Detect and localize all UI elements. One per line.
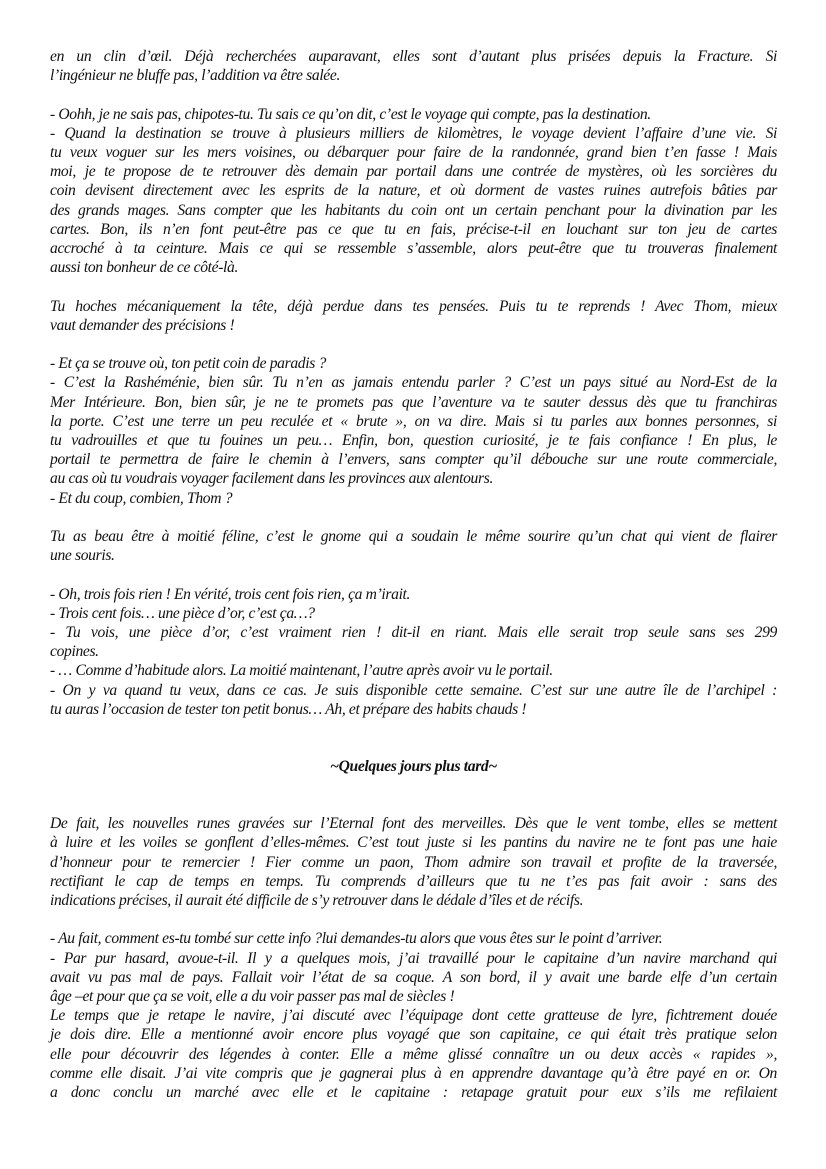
text-line: au cas où tu voudrais voyager facilement dans les provinces aux alentours. <box>50 470 493 488</box>
text-line: copines. <box>50 643 99 661</box>
paragraph <box>50 1006 777 1102</box>
text-line: Le temps que je retape le navire, j’ai discuté avec l’équipage dont cette gratteuse de lyre, fichtrement douée <box>50 1007 777 1025</box>
text-line: indications précises, il aurait été difficile de s’y retrouver dans le dédale d’îles et de récifs. <box>50 892 584 910</box>
paragraph <box>50 354 777 373</box>
paragraph <box>50 297 777 335</box>
text-line: Tu hoches mécaniquement la tête, déjà perdue dans tes pensées. Puis tu te reprends ! Avec Thom, mieux <box>50 297 777 315</box>
text-line: à luire et les voiles se gonflent d’elles-mêmes. C’est tout juste si les pantins du navire ne te font pas une haie <box>50 834 777 852</box>
text-line: d’honneur pour te remercier ! Fier comme un paon, Thom admire son travail et profite de la traversée, <box>50 853 777 871</box>
paragraph-spacer <box>50 719 777 757</box>
text-line: - Trois cent fois… une pièce d’or, c’est ça…? <box>50 604 315 622</box>
text-line: cartes. Bon, ils n’en font peut-être pas ce que tu en fais, précise-t-il en louchant sur ton jeu de cartes <box>50 220 777 238</box>
paragraph <box>50 814 777 910</box>
paragraph <box>50 373 777 488</box>
text-line: comme elle disait. J’ai vite compris que je gagnerai plus à en apprendre davantage qu’à être payé en or. On <box>50 1064 777 1082</box>
text-line: moi, je te propose de te retrouver dès demain par portail dans une contrée de mystères, où les sorcières du <box>50 163 777 181</box>
text-line: tu veux voguer sur les mers voisines, ou débarquer pour faire de la randonnée, grand bien t’en fasse ! Mais <box>50 144 777 161</box>
text-line: elle pour découvrir des légendes à conter. Elle a même glissé connaître un ou deux accès « rapides », <box>50 1045 777 1063</box>
text-line: en un clin d’œil. Déjà recherchées auparavant, elles sont d’autant plus prisées depuis la Fracture. Si <box>50 48 777 65</box>
text-line: - Et ça se trouve où, ton petit coin de paradis ? <box>50 355 326 373</box>
paragraph <box>50 124 777 278</box>
paragraph <box>50 623 777 661</box>
text-line: avait vu pas mal de pays. Fallait voir l’état de sa coque. A son bord, il y avait une barde elfe d’un certain <box>50 968 777 986</box>
document-page <box>50 47 777 1102</box>
text-line: - Et du coup, combien, Thom ? <box>50 489 233 507</box>
text-line: aussi ton bonheur de ce côté-là. <box>50 259 239 277</box>
text-line: - Tu vois, une pièce d’or, c’est vraiment rien ! dit-il en riant. Mais elle serait trop seule sans ses 299 <box>50 624 777 642</box>
paragraph <box>50 604 777 623</box>
text-line: la porte. C’est une terre un peu reculée et « brute », on va dire. Mais si tu parles aux bonnes personnes, si <box>50 412 777 430</box>
text-line: De fait, les nouvelles runes gravées sur l’Eternal font des merveilles. Dès que le vent tombe, elles se mettent <box>50 815 777 833</box>
text-line: - … Comme d’habitude alors. La moitié maintenant, l’autre après avoir vu le portail. <box>50 662 553 680</box>
text-line: tu vadrouilles et que tu fouines un peu… Enfin, bon, question curiosité, je te fais confiance ! En plus, le <box>50 432 777 450</box>
text-line: tu auras l’occasion de tester ton petit bonus… Ah, et prépare des habits chauds ! <box>50 700 527 718</box>
text-line: - On y va quand tu veux, dans ce cas. Je suis disponible cette semaine. C’est sur une autre île de l’archipel : <box>50 681 777 699</box>
text-line: - Au fait, comment es-tu tombé sur cette info ?lui demandes-tu alors que vous êtes sur le point d’arriver. <box>50 930 663 948</box>
text-line: portail te permettra de faire le chemin à l’envers, sans compter qu’il débouche sur une route commerciale, <box>50 451 777 469</box>
text-line: je dois dire. Elle a mentionné avoir encore plus voyagé que son capitaine, ce qui était très pratique selon <box>50 1026 777 1044</box>
text-line: l’ingénieur ne bluffe pas, l’addition va être salée. <box>50 67 340 85</box>
text-line: Tu as beau être à moitié féline, c’est le gnome qui a soudain le même sourire qu’un chat qui vient de flairer <box>50 528 777 546</box>
text-line: coin devisent directement avec les esprits de la nature, et où dorment de vastes ruines autrefois bâties par <box>50 182 777 200</box>
paragraph-spacer <box>50 776 777 814</box>
text-line: âge –et pour que ça se voit, elle a du voir passer pas mal de siècles ! <box>50 988 455 1006</box>
text-line: vaut demander des précisions ! <box>50 316 235 334</box>
text-line: Mer Intérieure. Bon, bien sûr, je ne te promets pas que l’aventure va te sauter dessus dès que tu franchiras <box>50 393 777 411</box>
paragraph-spacer <box>50 565 777 584</box>
paragraph <box>50 661 777 680</box>
text-line: - C’est la Rashéménie, bien sûr. Tu n’en as jamais entendu parler ? C’est un pays situé au Nord-Est de la <box>50 374 777 392</box>
paragraph <box>50 681 777 719</box>
paragraph <box>50 585 777 604</box>
text-line: - Oohh, je ne sais pas, chipotes-tu. Tu sais ce qu’on dit, c’est le voyage qui compte, pas la destination. <box>50 105 651 123</box>
text-line: une souris. <box>50 547 115 565</box>
paragraph-spacer <box>50 277 777 296</box>
text-line: a donc conclu un marché avec elle et le capitaine : retapage gratuit pour eux s’ils me refilaient <box>50 1084 777 1102</box>
paragraph-spacer <box>50 85 777 104</box>
text-line: accroché à ta ceinture. Mais ce qui se ressemble s’assemble, alors peut-être que tu trouveras finalement <box>50 240 777 258</box>
text-line: - Oh, trois fois rien ! En vérité, trois cent fois rien, ça m’irait. <box>50 585 411 603</box>
text-line: rectifiant le cap de temps en temps. Tu comprends d’ailleurs que tu ne t’es pas fait avoir : sans des <box>50 872 777 890</box>
text-line: - Par pur hasard, avoue-t-il. Il y a quelques mois, j’ai travaillé pour le capitaine d’un navire marchand qui <box>50 949 777 967</box>
paragraph <box>50 929 777 948</box>
text-line: - Quand la destination se trouve à plusieurs milliers de kilomètres, le voyage devient l’affaire d’une vie. Si <box>50 124 777 142</box>
text-line: des grands mages. Sans compter que les habitants du coin ont un certain penchant pour la divination par les <box>50 201 777 219</box>
paragraph <box>50 105 777 124</box>
paragraph <box>50 949 777 1007</box>
paragraph <box>50 489 777 508</box>
section-heading: ~Quelques jours plus tard~ <box>330 758 497 776</box>
paragraph-spacer <box>50 910 777 929</box>
paragraph <box>50 527 777 565</box>
paragraph-spacer <box>50 335 777 354</box>
paragraph <box>50 47 777 85</box>
paragraph-spacer <box>50 508 777 527</box>
